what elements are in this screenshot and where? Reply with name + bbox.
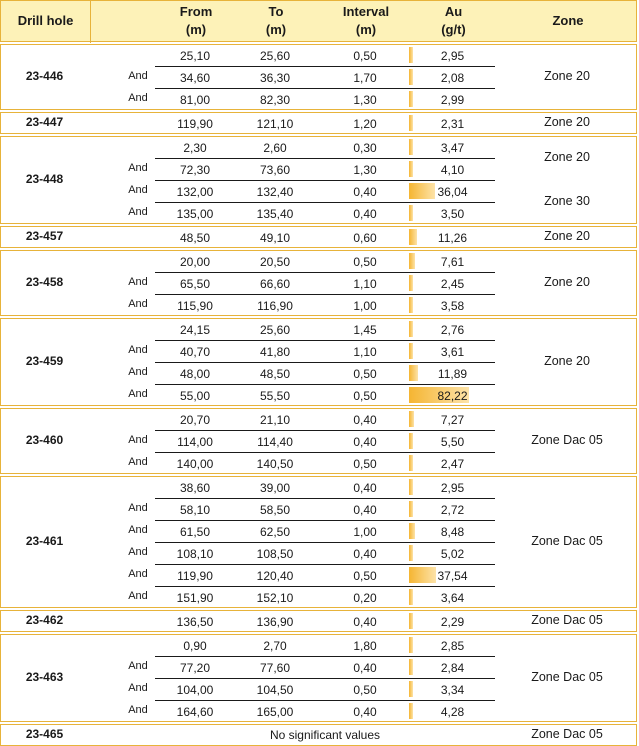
interval-value: 0,50 bbox=[353, 389, 377, 403]
au-value: 3,61 bbox=[440, 345, 465, 359]
drill-hole-id: 23-461 bbox=[25, 534, 64, 548]
interval-value: 1,45 bbox=[353, 323, 377, 337]
interval-value: 0,50 bbox=[353, 683, 377, 697]
to-value: 136,90 bbox=[256, 615, 294, 629]
drill-hole-id: 23-465 bbox=[25, 727, 64, 741]
to-value: 82,30 bbox=[259, 93, 291, 107]
from-value: 2,30 bbox=[183, 141, 207, 155]
interval-value: 0,40 bbox=[353, 481, 377, 495]
au-value: 2,45 bbox=[440, 277, 465, 291]
row-separator bbox=[155, 564, 495, 565]
and-label: And bbox=[128, 366, 148, 378]
row-separator bbox=[155, 362, 495, 363]
and-label: And bbox=[128, 704, 148, 716]
from-value: 151,90 bbox=[176, 591, 214, 605]
from-value: 164,60 bbox=[176, 705, 214, 719]
drill-hole-id: 23-458 bbox=[25, 275, 64, 289]
row-separator bbox=[155, 586, 495, 587]
au-value: 2,76 bbox=[440, 323, 465, 337]
to-value: 116,90 bbox=[257, 299, 293, 313]
drill-hole-id: 23-447 bbox=[25, 115, 64, 129]
and-label: And bbox=[128, 344, 148, 356]
to-value: 77,60 bbox=[259, 661, 291, 675]
from-value: 48,50 bbox=[179, 231, 211, 245]
interval-value: 1,20 bbox=[353, 117, 377, 131]
zone-label: Zone Dac 05 bbox=[531, 727, 603, 741]
and-label: And bbox=[128, 568, 148, 580]
interval-value: 1,30 bbox=[353, 93, 377, 107]
interval-value: 1,80 bbox=[353, 639, 377, 653]
to-value: 165,00 bbox=[256, 705, 294, 719]
and-label: And bbox=[128, 92, 148, 104]
and-label: And bbox=[128, 206, 148, 218]
from-value: 135,00 bbox=[176, 207, 214, 221]
drill-hole-id: 23-457 bbox=[25, 229, 64, 243]
to-value: 104,50 bbox=[256, 683, 294, 697]
interval-value: 0,40 bbox=[353, 661, 377, 675]
to-value: 25,60 bbox=[259, 49, 291, 63]
au-value: 2,72 bbox=[440, 503, 465, 517]
row-separator bbox=[155, 542, 495, 543]
to-value: 20,50 bbox=[259, 255, 291, 269]
to-value: 132,40 bbox=[256, 185, 294, 199]
row-separator bbox=[155, 520, 495, 521]
interval-value: 0,40 bbox=[353, 615, 377, 629]
au-value: 3,34 bbox=[440, 683, 465, 697]
au-value: 2,31 bbox=[440, 117, 465, 131]
interval-value: 1,00 bbox=[353, 299, 377, 313]
interval-value: 0,50 bbox=[353, 457, 377, 471]
au-value: 3,58 bbox=[440, 299, 465, 313]
zone-label: Zone Dac 05 bbox=[531, 670, 603, 684]
row-separator bbox=[155, 498, 495, 499]
au-value: 11,26 bbox=[437, 231, 468, 245]
row-separator bbox=[155, 66, 495, 67]
to-value: 135,40 bbox=[256, 207, 294, 221]
to-value: 49,10 bbox=[259, 231, 291, 245]
from-value: 38,60 bbox=[179, 481, 211, 495]
zone-label: Zone Dac 05 bbox=[531, 433, 603, 447]
to-value: 73,60 bbox=[259, 163, 291, 177]
from-value: 40,70 bbox=[179, 345, 211, 359]
au-value: 4,10 bbox=[440, 163, 465, 177]
interval-value: 0,40 bbox=[353, 413, 377, 427]
au-value: 5,02 bbox=[440, 547, 465, 561]
row-separator bbox=[155, 678, 495, 679]
interval-value: 1,70 bbox=[353, 71, 377, 85]
to-value: 2,60 bbox=[263, 141, 287, 155]
and-label: And bbox=[128, 502, 148, 514]
to-value: 2,70 bbox=[263, 639, 287, 653]
zone-label: Zone Dac 05 bbox=[531, 534, 603, 548]
no-values-text: No significant values bbox=[269, 728, 381, 742]
zone-label: Zone 20 bbox=[544, 229, 590, 243]
from-value: 58,10 bbox=[179, 503, 211, 517]
to-value: 121,10 bbox=[256, 117, 294, 131]
interval-value: 1,00 bbox=[353, 525, 377, 539]
from-value: 20,00 bbox=[179, 255, 211, 269]
from-value: 132,00 bbox=[176, 185, 214, 199]
from-value: 34,60 bbox=[179, 71, 211, 85]
interval-value: 1,10 bbox=[353, 277, 377, 291]
row-separator bbox=[155, 88, 495, 89]
au-value: 3,64 bbox=[440, 591, 465, 605]
au-value: 2,85 bbox=[440, 639, 465, 653]
row-separator bbox=[155, 272, 495, 273]
to-value: 66,60 bbox=[259, 277, 291, 291]
from-value: 140,00 bbox=[176, 457, 214, 471]
row-separator bbox=[155, 430, 495, 431]
zone-label: Zone 20 bbox=[544, 69, 590, 83]
header-drill-hole: Drill hole bbox=[17, 13, 74, 28]
au-value: 7,61 bbox=[440, 255, 465, 269]
from-value: 81,00 bbox=[179, 93, 211, 107]
row-separator bbox=[155, 180, 495, 181]
au-value: 2,99 bbox=[440, 93, 465, 107]
drill-hole-id: 23-462 bbox=[25, 613, 64, 627]
au-value: 2,47 bbox=[440, 457, 465, 471]
au-value: 82,22 bbox=[437, 389, 468, 403]
au-value: 8,48 bbox=[440, 525, 465, 539]
interval-value: 0,20 bbox=[353, 591, 377, 605]
row-separator bbox=[155, 700, 495, 701]
to-value: 108,50 bbox=[256, 547, 294, 561]
header-from: From (m) bbox=[179, 4, 213, 37]
from-value: 65,50 bbox=[179, 277, 211, 291]
drill-hole-id: 23-459 bbox=[25, 354, 64, 368]
and-label: And bbox=[128, 660, 148, 672]
zone-label: Zone 20 bbox=[544, 354, 590, 368]
au-value: 3,47 bbox=[440, 141, 465, 155]
from-value: 25,10 bbox=[179, 49, 211, 63]
row-separator bbox=[155, 294, 495, 295]
from-value: 0,90 bbox=[183, 639, 207, 653]
to-value: 62,50 bbox=[259, 525, 291, 539]
au-value: 2,95 bbox=[440, 481, 465, 495]
header-interval: Interval (m) bbox=[342, 4, 390, 37]
row-separator bbox=[155, 158, 495, 159]
and-label: And bbox=[128, 388, 148, 400]
to-value: 114,40 bbox=[257, 435, 293, 449]
interval-value: 0,40 bbox=[353, 547, 377, 561]
row-separator bbox=[155, 452, 495, 453]
to-value: 39,00 bbox=[259, 481, 291, 495]
and-label: And bbox=[128, 682, 148, 694]
zone-label: Zone 20 bbox=[544, 150, 590, 164]
interval-value: 1,30 bbox=[353, 163, 377, 177]
and-label: And bbox=[128, 590, 148, 602]
from-value: 119,90 bbox=[177, 117, 213, 131]
au-value: 37,54 bbox=[437, 569, 468, 583]
row-separator bbox=[155, 202, 495, 203]
from-value: 55,00 bbox=[179, 389, 211, 403]
drill-hole-id: 23-463 bbox=[25, 670, 64, 684]
au-value: 4,28 bbox=[440, 705, 465, 719]
from-value: 108,10 bbox=[176, 547, 214, 561]
zone-label: Zone 20 bbox=[544, 115, 590, 129]
from-value: 20,70 bbox=[179, 413, 211, 427]
and-label: And bbox=[128, 184, 148, 196]
table-header bbox=[0, 0, 637, 42]
from-value: 115,90 bbox=[177, 299, 213, 313]
from-value: 119,90 bbox=[177, 569, 213, 583]
to-value: 55,50 bbox=[259, 389, 291, 403]
au-value: 2,95 bbox=[440, 49, 465, 63]
to-value: 152,10 bbox=[256, 591, 294, 605]
zone-label: Zone 20 bbox=[544, 275, 590, 289]
to-value: 48,50 bbox=[259, 367, 291, 381]
au-value: 2,84 bbox=[440, 661, 465, 675]
drill-hole-id: 23-446 bbox=[25, 69, 64, 83]
drill-hole-id: 23-448 bbox=[25, 172, 64, 186]
row-separator bbox=[155, 384, 495, 385]
drill-hole-id: 23-460 bbox=[25, 433, 64, 447]
from-value: 104,00 bbox=[176, 683, 214, 697]
to-value: 36,30 bbox=[259, 71, 291, 85]
au-value: 2,08 bbox=[440, 71, 465, 85]
au-value: 5,50 bbox=[440, 435, 465, 449]
row-separator bbox=[155, 656, 495, 657]
interval-value: 0,40 bbox=[353, 435, 377, 449]
from-value: 72,30 bbox=[179, 163, 211, 177]
interval-value: 0,40 bbox=[353, 705, 377, 719]
interval-value: 0,50 bbox=[353, 569, 377, 583]
to-value: 41,80 bbox=[259, 345, 291, 359]
from-value: 61,50 bbox=[179, 525, 211, 539]
to-value: 25,60 bbox=[259, 323, 291, 337]
from-value: 48,00 bbox=[179, 367, 211, 381]
au-value: 2,29 bbox=[440, 615, 465, 629]
and-label: And bbox=[128, 546, 148, 558]
interval-value: 0,50 bbox=[353, 49, 377, 63]
and-label: And bbox=[128, 456, 148, 468]
to-value: 120,40 bbox=[256, 569, 294, 583]
and-label: And bbox=[128, 524, 148, 536]
header-zone: Zone bbox=[552, 13, 584, 28]
to-value: 140,50 bbox=[256, 457, 294, 471]
and-label: And bbox=[128, 434, 148, 446]
au-value: 11,89 bbox=[437, 367, 468, 381]
interval-value: 0,40 bbox=[353, 185, 377, 199]
and-label: And bbox=[128, 162, 148, 174]
au-value: 36,04 bbox=[437, 185, 468, 199]
interval-value: 0,60 bbox=[353, 231, 377, 245]
row-separator bbox=[155, 340, 495, 341]
header-to: To (m) bbox=[265, 4, 287, 37]
header-divider bbox=[90, 1, 91, 43]
and-label: And bbox=[128, 298, 148, 310]
interval-value: 0,30 bbox=[353, 141, 377, 155]
au-value: 7,27 bbox=[440, 413, 465, 427]
and-label: And bbox=[128, 276, 148, 288]
zone-label: Zone Dac 05 bbox=[531, 613, 603, 627]
au-value: 3,50 bbox=[440, 207, 465, 221]
interval-value: 1,10 bbox=[353, 345, 377, 359]
and-label: And bbox=[128, 70, 148, 82]
from-value: 77,20 bbox=[179, 661, 211, 675]
interval-value: 0,40 bbox=[353, 503, 377, 517]
interval-value: 0,40 bbox=[353, 207, 377, 221]
to-value: 21,10 bbox=[259, 413, 291, 427]
from-value: 136,50 bbox=[176, 615, 214, 629]
from-value: 114,00 bbox=[177, 435, 213, 449]
to-value: 58,50 bbox=[259, 503, 291, 517]
zone-label: Zone 30 bbox=[544, 194, 590, 208]
interval-value: 0,50 bbox=[353, 255, 377, 269]
from-value: 24,15 bbox=[179, 323, 211, 337]
interval-value: 0,50 bbox=[353, 367, 377, 381]
header-au: Au (g/t) bbox=[441, 4, 466, 37]
